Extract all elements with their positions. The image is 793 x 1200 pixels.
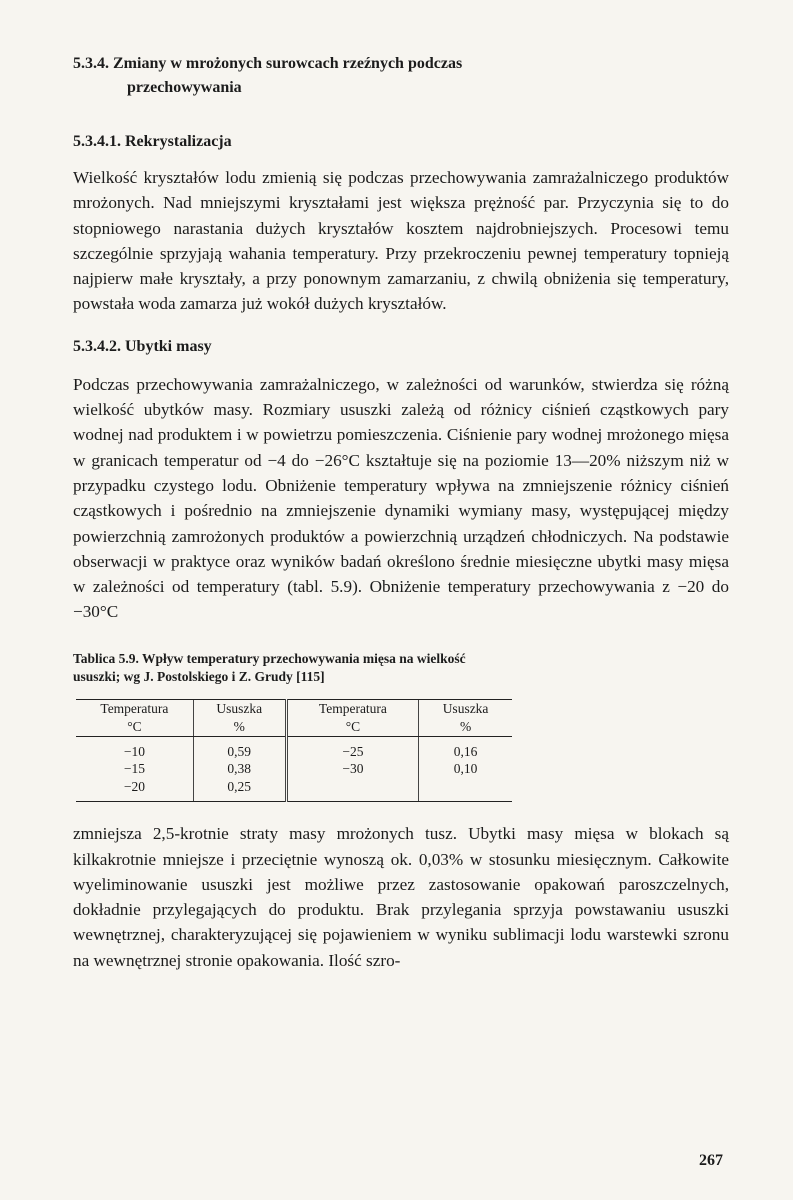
temp-cell: −25 [286, 743, 418, 761]
temp-cell: −15 [123, 761, 145, 777]
temp-cell: −20 [123, 778, 145, 794]
paragraph-mass-loss: Podczas przechowywania zamrażalniczego, w zależności od warunków, stwierdza się różną wielkość ubytków masy. Rozmiary ususzki zależą od różnicy ciśnień cząstkowych pary wodnej nad produktem i w powietrzu pomieszczenia. Ciśnienie pary wodnej mrożonego mięsa w granicach temperatur od −4 do −26°C kształtuje się na poziomie 13—20% niższym niż w przypadku czystego lodu. Obniżenie temperatury wpływa na zmniejszenie różnicy ciśnień cząstkowych i pośrednio na zmniejszenie dynamiki wymiany masy, występującej między powierzchnią zamrożonych produktów a powierzchnią urządzeń chłodniczych. Na podstawie obserwacji w praktyce oraz wyników badań określono średnie miesięczne ubytki masy mięsa w zależności od temperatury (tabl. 5.9). Obniżenie temperatury przechowywania z −20 do −30°C [73, 374, 729, 622]
subsection-heading-recrystallization: 5.3.4.1. Rekrystalizacja [73, 133, 232, 150]
table-header-row [76, 699, 512, 736]
page-number: 267 [699, 1152, 723, 1169]
table-caption: Tablica 5.9. Wpływ temperatury przechowywania mięsa na wielkość ususzki; wg J. Postolskiego i Z. Grudy [115] [73, 650, 466, 684]
empty-cell [286, 778, 418, 796]
loss-cell: 0,25 [193, 778, 286, 796]
paragraph-continuation: zmniejsza 2,5-krotnie straty masy mrożonych tusz. Ubytki masy mięsa w blokach są kilkakrotnie mniejsze i przeciętnie wynoszą ok. 0,03% w stosunku miesięcznym. Całkowite wyeliminowanie ususzki jest możliwe przez zastosowanie opakowań paroszczelnych, dokładnie przylegających do produktu. Brak przylegania sprzyja powstawaniu ususzki wewnętrznej, charakteryzującej się pojawieniem w wyniku sublimacji lodu warstewki szronu na wewnętrznej stronie opakowania. Ilość szro- [73, 824, 729, 970]
section-heading [73, 52, 729, 100]
table-row [76, 743, 512, 761]
loss-cell: 0,16 [419, 743, 512, 761]
header-loss-left: Ususzka % [193, 699, 286, 736]
data-table [76, 699, 512, 803]
header-loss-right: Ususzka % [419, 699, 512, 736]
temp-cell: −10 [123, 743, 145, 759]
subsection-heading-mass-loss: 5.3.4.2. Ubytki masy [73, 337, 212, 355]
loss-cell: 0,59 [193, 743, 286, 761]
loss-cell: 0,10 [419, 760, 512, 778]
empty-cell [419, 778, 512, 796]
temp-cell: −30 [286, 760, 418, 778]
table-row [76, 778, 512, 796]
header-temperature-left: Temperatura °C [76, 699, 193, 736]
paragraph-recrystallization: Wielkość kryształów lodu zmienią się podczas przechowywania zamrażalniczego produktów mrożonych. Nad mniejszymi kryształami jest większa prężność par. Przyczynia się to do stopniowego narastania dużych kryształów kosztem najdrobniejszych. Procesowi temu szczególnie sprzyjają wahania temperatury. Przy przekroczeniu pewnej temperatury topnieją najpierw małe kryształy, a przy ponownym zamarzaniu, z chwilą obniżenia się temperatury, powstała woda zamarza już wokół dużych kryształów. [73, 168, 729, 314]
table-row [76, 760, 512, 778]
loss-cell: 0,38 [193, 760, 286, 778]
section-heading-line1: 5.3.4. Zmiany w mrożonych surowcach rzeźnych podczas [73, 55, 463, 72]
header-temperature-right: Temperatura °C [286, 699, 418, 736]
section-heading-line2: przechowywania [127, 79, 242, 96]
page-content [73, 52, 729, 973]
